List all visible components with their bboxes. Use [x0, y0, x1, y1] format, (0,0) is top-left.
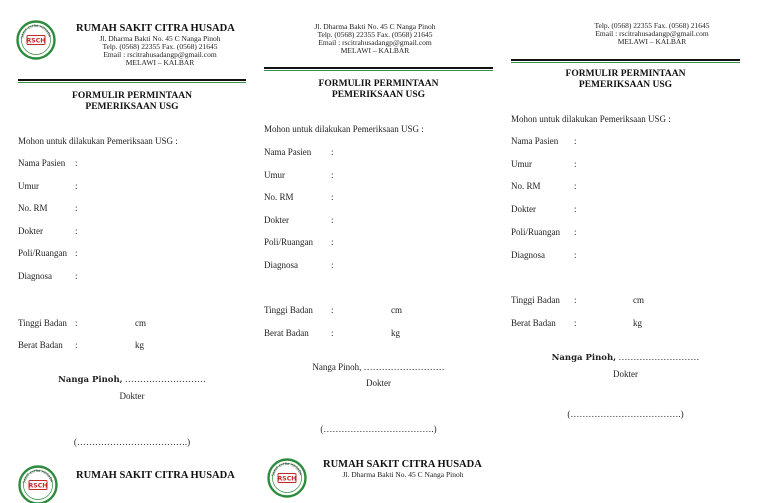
- form-field-row: [264, 237, 464, 249]
- field-label: Diagnosa: [264, 259, 298, 270]
- measure-colon: :: [331, 305, 334, 315]
- header-divider: [511, 59, 740, 61]
- field-colon: :: [331, 237, 334, 247]
- field-colon: :: [331, 147, 334, 157]
- field-colon: :: [75, 270, 78, 281]
- signature-block: [511, 352, 740, 419]
- form-1: [0, 0, 240, 503]
- field-colon: :: [574, 226, 577, 237]
- field-colon: :: [574, 158, 577, 169]
- field-label: Umur: [18, 180, 39, 191]
- hospital-email: Email : rscitrahusadangp@gmail.com: [595, 29, 709, 38]
- form-field-row: [511, 159, 711, 171]
- field-colon: :: [75, 248, 78, 258]
- form-title-line1: FORMULIR PERMINTAAN: [565, 69, 686, 79]
- form-title-line1: FORMULIR PERMINTAAN: [318, 79, 439, 89]
- form-field-row: [18, 158, 218, 170]
- form-title-line2: PEMERIKSAAN USG: [578, 79, 673, 90]
- header-divider: [18, 79, 246, 81]
- measure-unit: kg: [135, 340, 144, 350]
- logo-abbr: RSCH: [28, 482, 48, 490]
- measure-colon: :: [75, 318, 78, 328]
- form-title-line2: PEMERIKSAAN USG: [331, 89, 426, 100]
- form-field-row: [18, 271, 218, 283]
- field-label: Poli/Ruangan: [18, 248, 67, 258]
- form-field-row: [264, 260, 464, 272]
- signature-date-blank: ………………………: [124, 374, 206, 384]
- measure-label: Berat Badan: [264, 328, 309, 338]
- measure-label: Tinggi Badan: [18, 318, 67, 328]
- hospital-logo: [267, 458, 307, 498]
- form-field-row: [18, 248, 218, 260]
- signature-role: Dokter: [366, 378, 391, 388]
- header-divider-accent: [264, 70, 493, 71]
- measure-row: [18, 340, 218, 352]
- hospital-email: Email : rscitrahusadangp@gmail.com: [318, 38, 432, 47]
- field-colon: :: [574, 136, 577, 146]
- measure-unit: kg: [391, 328, 400, 338]
- field-label: No. RM: [18, 203, 48, 213]
- hospital-phone: Telp. (0568) 22355 Fax. (0568) 21645: [594, 21, 710, 30]
- form-field-row: [18, 226, 218, 238]
- measure-row: [511, 295, 711, 307]
- hospital-email: Email : rscitrahusadangp@gmail.com: [103, 50, 217, 59]
- hospital-name: RUMAH SAKIT CITRA HUSADA: [323, 459, 482, 470]
- measure-label: Tinggi Badan: [264, 305, 313, 315]
- logo-seal-text: SAKIT CITRA HUSADA: [271, 461, 303, 477]
- hospital-region: MELAWI – KALBAR: [125, 58, 195, 67]
- measure-colon: :: [75, 340, 78, 350]
- logo-seal-text: SAKIT CITRA HUSADA: [20, 23, 52, 39]
- measure-row: [511, 318, 711, 330]
- signature-role: Dokter: [119, 391, 145, 401]
- hospital-address: Jl. Dharma Bakti No. 45 C Nanga Pinoh: [314, 22, 436, 31]
- signature-role: Dokter: [613, 369, 638, 379]
- field-label: Nama Pasien: [264, 147, 312, 157]
- hospital-phone: Telp. (0568) 22355 Fax. (0568) 21645: [317, 30, 433, 39]
- signature-date-blank: ………………………: [618, 352, 700, 362]
- form-field-row: [264, 147, 464, 159]
- header-divider-accent: [18, 82, 246, 83]
- form-field-row: [511, 227, 711, 239]
- form-field-row: [264, 170, 464, 182]
- logo-abbr: RSCH: [26, 37, 46, 45]
- form-field-row: [511, 250, 711, 262]
- hospital-region: MELAWI – KALBAR: [340, 46, 410, 55]
- form-field-row: [511, 204, 711, 216]
- field-label: Poli/Ruangan: [511, 226, 560, 237]
- field-colon: :: [574, 204, 577, 215]
- field-label: Dokter: [264, 214, 289, 225]
- form-field-row: [18, 203, 218, 215]
- hospital-logo: [18, 465, 58, 503]
- signature-block: [264, 362, 493, 434]
- hospital-name: RUMAH SAKIT CITRA HUSADA: [76, 470, 235, 481]
- form-title-line2: PEMERIKSAAN USG: [85, 101, 179, 112]
- field-colon: :: [331, 192, 334, 202]
- measure-unit: cm: [135, 318, 146, 328]
- field-label: Dokter: [511, 204, 536, 215]
- measure-label: Tinggi Badan: [511, 295, 560, 305]
- field-label: No. RM: [264, 192, 294, 202]
- form-3: [507, 0, 762, 503]
- field-colon: :: [75, 180, 78, 191]
- measure-unit: cm: [633, 295, 644, 305]
- signature-place: Nanga Pinoh,: [312, 362, 362, 372]
- form-field-row: [264, 215, 464, 227]
- field-label: Poli/Ruangan: [264, 237, 313, 247]
- field-colon: :: [75, 225, 78, 236]
- field-colon: :: [574, 249, 577, 260]
- logo-abbr: RSCH: [277, 475, 297, 483]
- form-intro: Mohon untuk dilakukan Pemeriksaan USG :: [511, 114, 671, 124]
- form-title: [264, 79, 493, 100]
- hospital-name: RUMAH SAKIT CITRA HUSADA: [76, 23, 235, 34]
- field-label: No. RM: [511, 181, 541, 192]
- hospital-address: Jl. Dharma Bakti No. 45 C Nanga Pinoh: [99, 34, 221, 43]
- signature-block: [18, 374, 246, 447]
- measure-colon: :: [574, 317, 577, 328]
- form-intro: Mohon untuk dilakukan Pemeriksaan USG :: [18, 136, 178, 146]
- hospital-logo: [16, 20, 56, 60]
- header-divider-accent: [511, 62, 740, 63]
- logo-seal-text: SAKIT CITRA HUSADA: [22, 468, 54, 484]
- hospital-phone: Telp. (0568) 22355 Fax. (0568) 21645: [102, 42, 218, 51]
- signature-place: Nanga Pinoh,: [58, 375, 123, 385]
- form-title-line1: FORMULIR PERMINTAAN: [72, 91, 192, 101]
- field-label: Umur: [511, 158, 532, 169]
- field-colon: :: [331, 169, 334, 180]
- field-colon: :: [574, 181, 577, 192]
- form-title: [511, 69, 740, 90]
- signature-date-blank: ………………………: [363, 362, 445, 372]
- field-colon: :: [331, 214, 334, 225]
- form-intro: Mohon untuk dilakukan Pemeriksaan USG :: [264, 124, 424, 134]
- header-divider: [264, 67, 493, 69]
- field-colon: :: [331, 259, 334, 270]
- measure-row: [264, 305, 464, 317]
- signature-line: (……………………………….): [73, 437, 191, 447]
- measure-unit: cm: [391, 305, 402, 315]
- measure-row: [18, 318, 218, 330]
- measure-colon: :: [331, 328, 334, 338]
- measure-colon: :: [574, 295, 577, 305]
- measure-unit: kg: [633, 317, 642, 328]
- field-label: Nama Pasien: [18, 158, 66, 168]
- field-label: Dokter: [18, 225, 43, 236]
- form-field-row: [18, 181, 218, 193]
- form-field-row: [264, 192, 464, 204]
- form-field-row: [511, 181, 711, 193]
- measure-row: [264, 328, 464, 340]
- field-label: Nama Pasien: [511, 136, 559, 146]
- signature-place: Nanga Pinoh,: [551, 353, 617, 363]
- form-2: [255, 0, 505, 503]
- field-colon: :: [75, 158, 78, 168]
- signature-line: (……………………………….): [567, 409, 684, 419]
- hospital-address: Jl. Dharma Bakti No. 45 C Nanga Pinoh: [342, 470, 464, 479]
- field-colon: :: [75, 203, 78, 213]
- field-label: Diagnosa: [511, 249, 545, 260]
- field-label: Umur: [264, 169, 285, 180]
- measure-label: Berat Badan: [18, 340, 63, 350]
- field-label: Diagnosa: [18, 270, 52, 281]
- signature-line: (……………………………….): [320, 424, 437, 434]
- measure-label: Berat Badan: [511, 317, 556, 328]
- form-field-row: [511, 136, 711, 148]
- hospital-region: MELAWI – KALBAR: [617, 37, 687, 46]
- form-title: [18, 91, 246, 112]
